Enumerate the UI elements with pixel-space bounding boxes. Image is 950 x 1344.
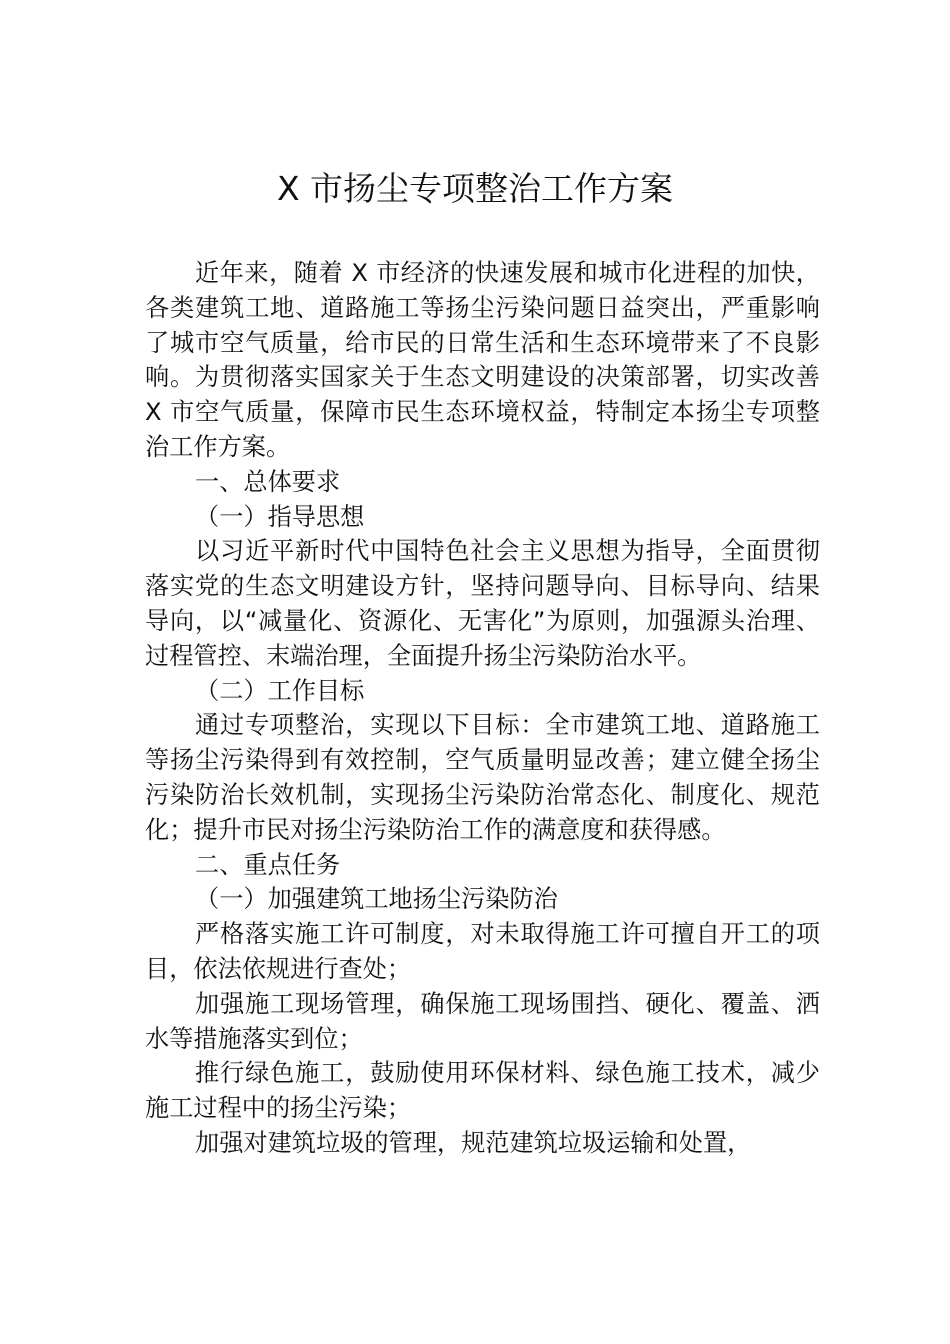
section-heading-general-requirements: 一、总体要求 (195, 467, 341, 496)
subsection-heading-construction-dust: （一）加强建筑工地扬尘污染防治 (195, 885, 558, 914)
task-paragraph: 加强对建筑垃圾的管理，规范建筑垃圾运输和处置， (195, 1128, 752, 1157)
task-paragraph: 加强施工现场管理，确保施工现场围挡、硬化、覆盖、洒水等措施落实到位； (145, 989, 820, 1053)
intro-paragraph: 近年来，随着 X 市经济的快速发展和城市化进程的加快，各类建筑工地、道路施工等扬尘污染问题日益突出，严重影响了城市空气质量，给市民的日常生活和生态环境带来了不良影响。为贯彻落实国家关于生态文明建设的决策部署，切实改善 X 市空气质量，保障市民生态环境权益，特制定本扬尘专项整治工作方案。 (145, 259, 820, 461)
task-paragraph: 推行绿色施工，鼓励使用环保材料、绿色施工技术，减少施工过程中的扬尘污染； (145, 1059, 820, 1123)
document-body (145, 256, 820, 1161)
subsection-heading-work-goals: （二）工作目标 (195, 676, 365, 705)
work-goals-paragraph: 通过专项整治，实现以下目标：全市建筑工地、道路施工等扬尘污染得到有效控制，空气质量明显改善；建立健全扬尘污染防治长效机制，实现扬尘污染防治常态化、制度化、规范化；提升市民对扬尘污染防治工作的满意度和获得感。 (145, 711, 820, 844)
document-title: X 市扬尘专项整治工作方案 (276, 169, 674, 208)
guiding-thought-paragraph: 以习近平新时代中国特色社会主义思想为指导，全面贯彻落实党的生态文明建设方针，坚持问题导向、目标导向、结果导向，以“减量化、资源化、无害化”为原则，加强源头治理、过程管控、末端治理，全面提升扬尘污染防治水平。 (145, 537, 820, 670)
subsection-heading-guiding-thought: （一）指导思想 (195, 502, 365, 531)
task-paragraph: 严格落实施工许可制度，对未取得施工许可擅自开工的项目，依法依规进行查处； (145, 920, 820, 983)
section-heading-key-tasks: 二、重点任务 (195, 850, 341, 879)
